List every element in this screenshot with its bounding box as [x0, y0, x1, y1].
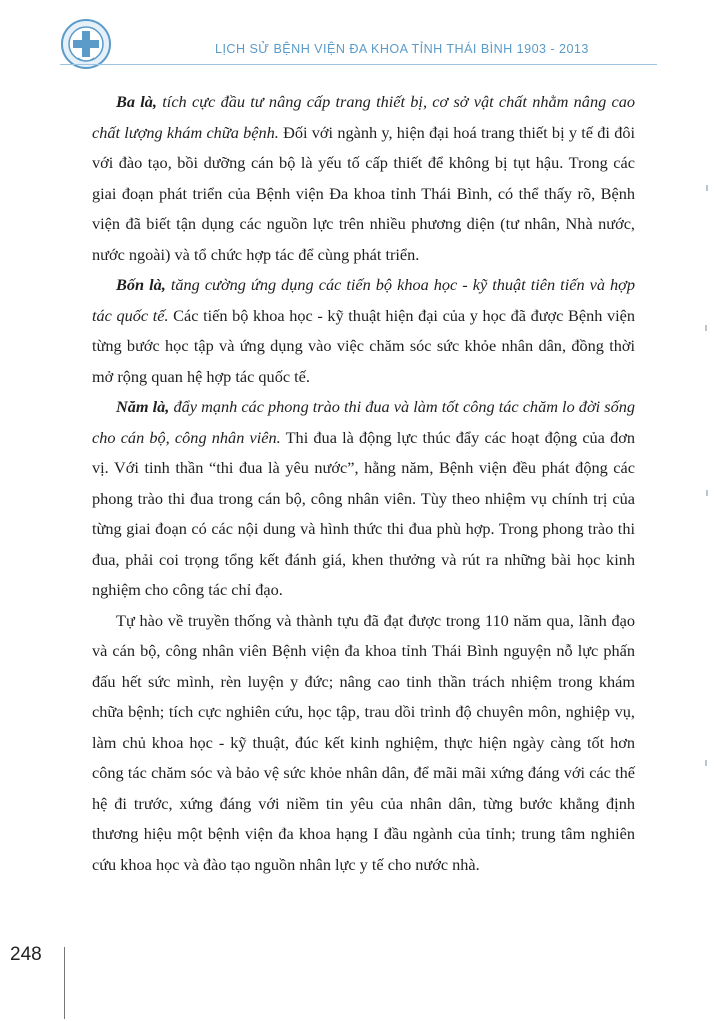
paragraph-text: Các tiến bộ khoa học - kỹ thuật hiện đại của y học đã được Bệnh viện từng bước học tập và ứng dụng vào việc chăm sóc sức khỏe nhân dân, đồng thời mở rộng quan hệ hợp tác quốc tế.: [92, 305, 635, 386]
paragraph-bon-la: [92, 270, 635, 392]
hospital-logo-icon: [60, 18, 112, 70]
paragraph-italic-heading: tăng cường ứng dụng các tiến bộ khoa học - kỹ thuật tiên tiến và hợp tác quốc tế.: [92, 275, 635, 325]
scan-mark: [706, 185, 708, 191]
paragraph-lead: Bốn là,: [116, 275, 166, 294]
paragraph-italic-heading: tích cực đầu tư nâng cấp trang thiết bị, cơ sở vật chất nhằm nâng cao chất lượng khám chữa bệnh.: [92, 92, 635, 142]
paragraph-nam-la: [92, 392, 635, 606]
page-body: [92, 87, 635, 880]
paragraph-text: Thi đua là động lực thúc đẩy các hoạt động của đơn vị. Với tinh thần “thi đua là yêu nước”, hằng năm, Bệnh viện đều phát động các phong trào thi đua trong cán bộ, công nhân viên. Tùy theo nhiệm vụ chính trị của từng giai đoạn có các nội dung và hình thức thi đua phù hợp. Trong phong trào thi đua, phải coi trọng tổng kết đánh giá, khen thưởng và rút ra những bài học kinh nghiệm cho công tác chỉ đạo.: [92, 427, 635, 599]
scan-mark: [705, 760, 707, 766]
paragraph-ba-la: [92, 87, 635, 270]
scan-mark: [705, 325, 707, 331]
paragraph-italic-heading: đẩy mạnh các phong trào thi đua và làm tốt công tác chăm lo đời sống cho cán bộ, công nhân viên.: [92, 397, 635, 447]
paragraph-text: Tự hào về truyền thống và thành tựu đã đạt được trong 110 năm qua, lãnh đạo và cán bộ, công nhân viên Bệnh viện đa khoa tỉnh Thái Bình nguyện nỗ lực phấn đấu hết sức mình, rèn luyện y đức; nâng cao tinh thần trách nhiệm trong khám chữa bệnh; tích cực nghiên cứu, học tập, trau dồi trình độ chuyên môn, nghiệp vụ, làm chủ khoa học - kỹ thuật, đúc kết kinh nghiệm, thực hiện ngày càng tốt hơn công tác chăm sóc và bảo vệ sức khỏe nhân dân, để mãi mãi xứng đáng với các thế hệ đi trước, xứng đáng với niềm tin yêu của nhân dân, từng bước khẳng định thương hiệu một bệnh viện đa khoa hạng I đầu ngành của tỉnh; trung tâm nghiên cứu khoa học và đào tạo nguồn nhân lực y tế cho nước nhà.: [92, 610, 635, 874]
footer-divider: [64, 947, 65, 1019]
paragraph-text: Đối với ngành y, hiện đại hoá trang thiết bị y tế đi đôi với đào tạo, bồi dưỡng cán bộ là yếu tố cấp thiết để không bị tụt hậu. Trong các giai đoạn phát triển của Bệnh viện Đa khoa tỉnh Thái Bình, có thể thấy rõ, Bệnh viện đã biết tận dụng các nguồn lực trên nhiều phương diện (tư nhân, Nhà nước, nước ngoài) và tổ chức hợp tác để cùng phát triển.: [92, 122, 636, 264]
running-header-title: LỊCH SỬ BỆNH VIỆN ĐA KHOA TỈNH THÁI BÌNH 1903 - 2013: [215, 42, 589, 56]
paragraph-conclusion: [92, 606, 635, 881]
header-divider: [60, 64, 657, 65]
paragraph-lead: Ba là,: [116, 92, 158, 111]
page-number: 248: [10, 944, 42, 965]
scan-mark: [706, 490, 708, 496]
paragraph-lead: Năm là,: [116, 397, 170, 416]
